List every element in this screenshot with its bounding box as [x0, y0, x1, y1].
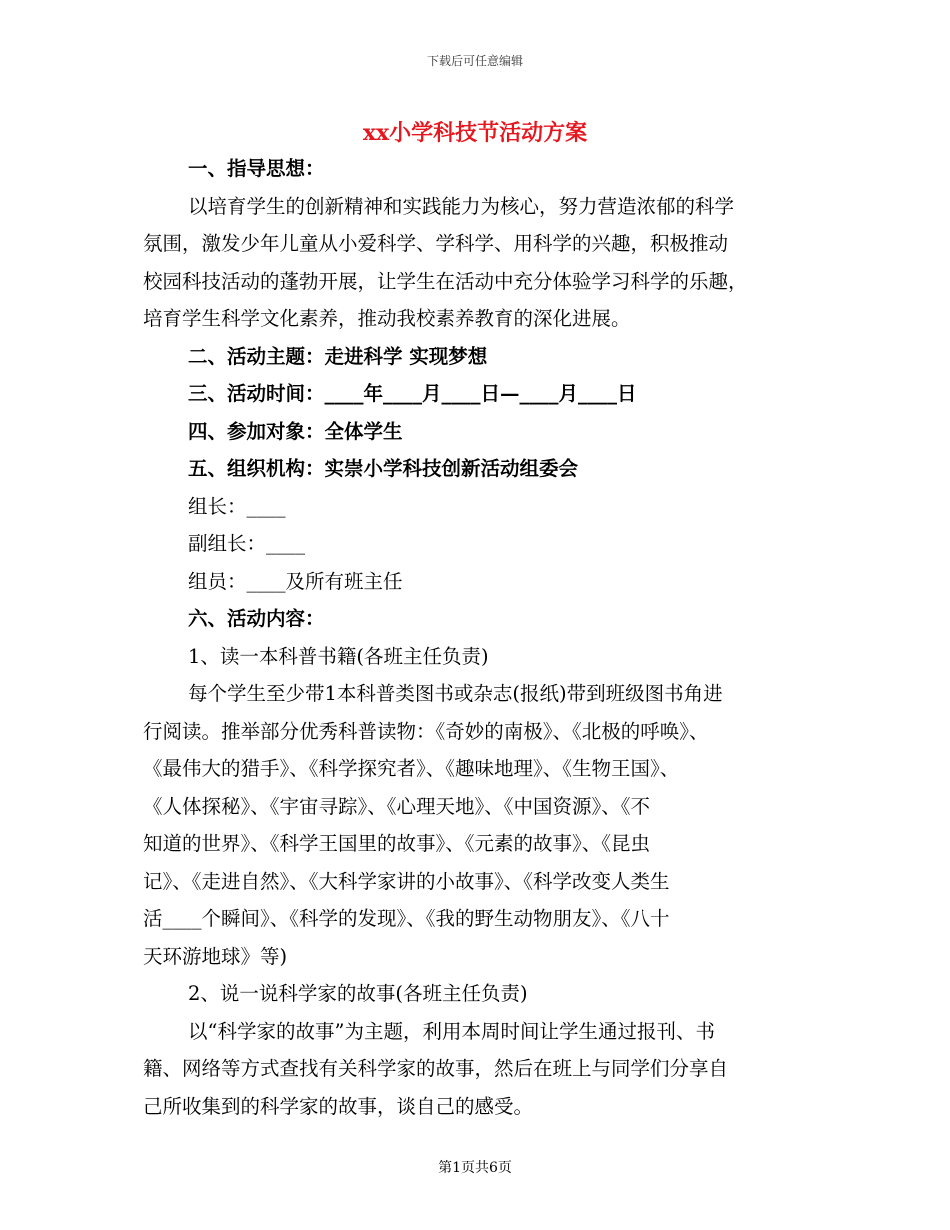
- paragraph-line: 以“科学家的故事”为主题，利用本周时间让学生通过报刊、书: [188, 1019, 715, 1043]
- paragraph-line: 校园科技活动的蓬勃开展，让学生在活动中充分体验学习科学的乐趣，: [143, 269, 748, 293]
- paragraph-line: 每个学生至少带1本科普类图书或杂志(报纸)带到班级图书角进: [188, 682, 723, 705]
- org-deputy-leader-line: 副组长：____: [188, 532, 306, 555]
- activity-item-heading: 1、读一本科普书籍(各班主任负责): [188, 644, 489, 668]
- section-heading-activities: 六、活动内容：: [188, 607, 325, 630]
- section-heading-participants: 四、参加对象：全体学生: [188, 419, 403, 443]
- paragraph-line: 《最伟大的猎手》、《科学探究者》、《趣味地理》、《生物王国》、: [143, 757, 680, 780]
- section-heading-guiding-thought: 一、指导思想：: [188, 157, 325, 180]
- section-heading-theme: 二、活动主题：走进科学 实现梦想: [188, 344, 488, 368]
- paragraph-line: 记》、《走进自然》、《大科学家讲的小故事》、《科学改变人类生: [143, 869, 670, 893]
- section-heading-organization: 五、组织机构：实崇小学科技创新活动组委会: [188, 457, 579, 480]
- paragraph-line: 籍、网络等方式查找有关科学家的故事，然后在班上与同学们分享自: [143, 1057, 729, 1080]
- paragraph-line: 天环游地球》等): [143, 944, 288, 968]
- document-title: xx小学科技节活动方案: [362, 120, 588, 146]
- paragraph-line: 己所收集到的科学家的故事，谈自己的感受。: [143, 1094, 534, 1118]
- paragraph-line: 氛围，激发少年儿童从小爱科学、学科学、用科学的兴趣，积极推动: [143, 232, 729, 255]
- activity-item-heading: 2、说一说科学家的故事(各班主任负责): [188, 982, 528, 1005]
- org-leader-line: 组长：____: [188, 494, 286, 518]
- paragraph-line: 知道的世界》、《科学王国里的故事》、《元素的故事》、《昆虫: [143, 832, 651, 855]
- paragraph-line: 行阅读。推举部分优秀科普读物：《奇妙的南极》、《北极的呼唤》、: [143, 719, 709, 743]
- section-heading-time: 三、活动时间：____年____月____日—____月____日: [188, 382, 637, 405]
- paragraph-line: 培育学生科学文化素养，推动我校素养教育的深化进展。: [143, 307, 631, 330]
- paragraph-line: 《人体探秘》、《宇宙寻踪》、《心理天地》、《中国资源》、《不: [143, 794, 651, 818]
- header-note: 下载后可任意编辑: [426, 54, 523, 68]
- paragraph-line: 以培育学生的创新精神和实践能力为核心，努力营造浓郁的科学: [188, 194, 735, 218]
- page-footer: 第1页共6页: [438, 1160, 512, 1176]
- document-body: [143, 150, 808, 1125]
- paragraph-line: 活____个瞬间》、《科学的发现》、《我的野生动物朋友》、《八十: [143, 907, 670, 930]
- org-members-line: 组员：____及所有班主任: [188, 569, 403, 593]
